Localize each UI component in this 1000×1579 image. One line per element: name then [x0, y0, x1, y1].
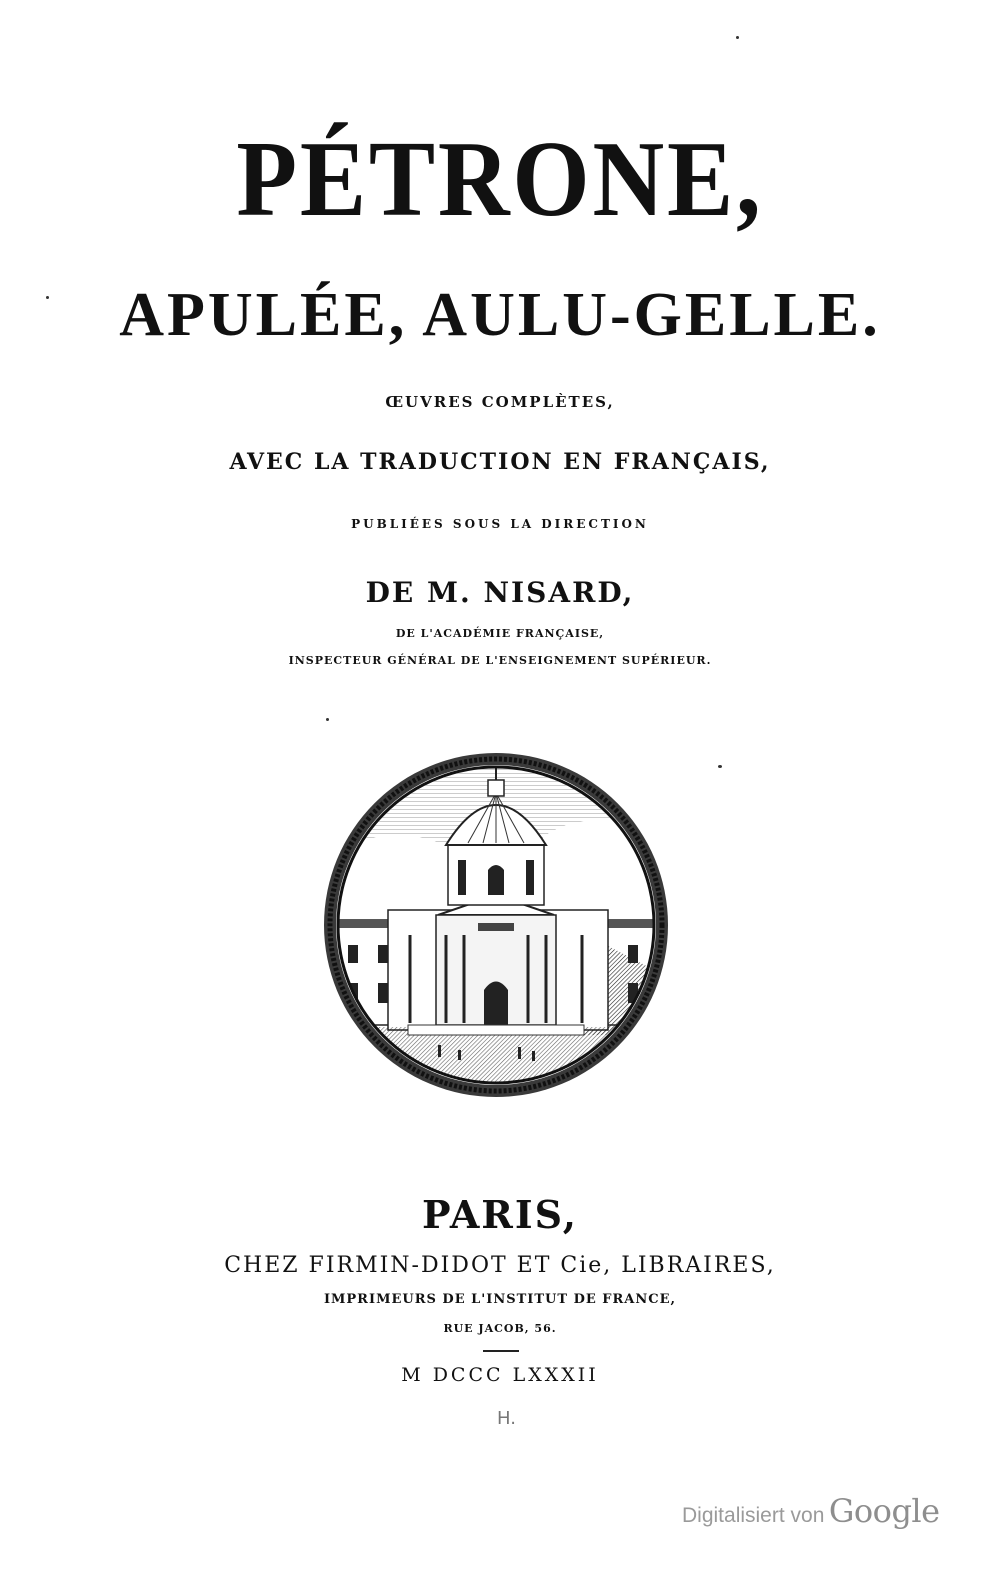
printer-line: IMPRIMEURS DE L'INSTITUT DE FRANCE,: [323, 1292, 677, 1307]
publication-line: PUBLIÉES SOUS LA DIRECTION: [351, 517, 649, 531]
scan-speck: [718, 765, 722, 768]
year-line: M DCCC LXXXII: [401, 1364, 599, 1386]
watermark-text: Digitalisiert von: [682, 1504, 825, 1527]
institut-de-france-engraving-icon: [318, 745, 674, 1105]
handwritten-mark: H.: [497, 1408, 516, 1429]
authors-line: APULÉE, AULU-GELLE.: [119, 281, 881, 349]
scan-speck: [46, 296, 49, 299]
scan-speck: [736, 36, 739, 39]
editor-title-line-1: DE L'ACADÉMIE FRANÇAISE,: [395, 627, 605, 640]
separator-rule: [483, 1350, 519, 1352]
editor-line: DE M. NISARD,: [365, 576, 635, 609]
scan-speck: [326, 718, 329, 721]
google-logo-icon: Google: [828, 1492, 940, 1530]
book-title: PÉTRONE,: [236, 120, 764, 239]
address-line: RUE JACOB, 56.: [443, 1322, 557, 1335]
editor-title-line-2: INSPECTEUR GÉNÉRAL DE L'ENSEIGNEMENT SUPÉRIEUR.: [288, 654, 712, 667]
digitization-watermark: [682, 1492, 940, 1530]
city-line: PARIS,: [422, 1192, 578, 1237]
works-line: ŒUVRES COMPLÈTES,: [385, 393, 615, 411]
publisher-line: CHEZ FIRMIN-DIDOT ET Cie, LIBRAIRES,: [224, 1253, 776, 1278]
translation-line: AVEC LA TRADUCTION EN FRANÇAIS,: [229, 449, 771, 475]
